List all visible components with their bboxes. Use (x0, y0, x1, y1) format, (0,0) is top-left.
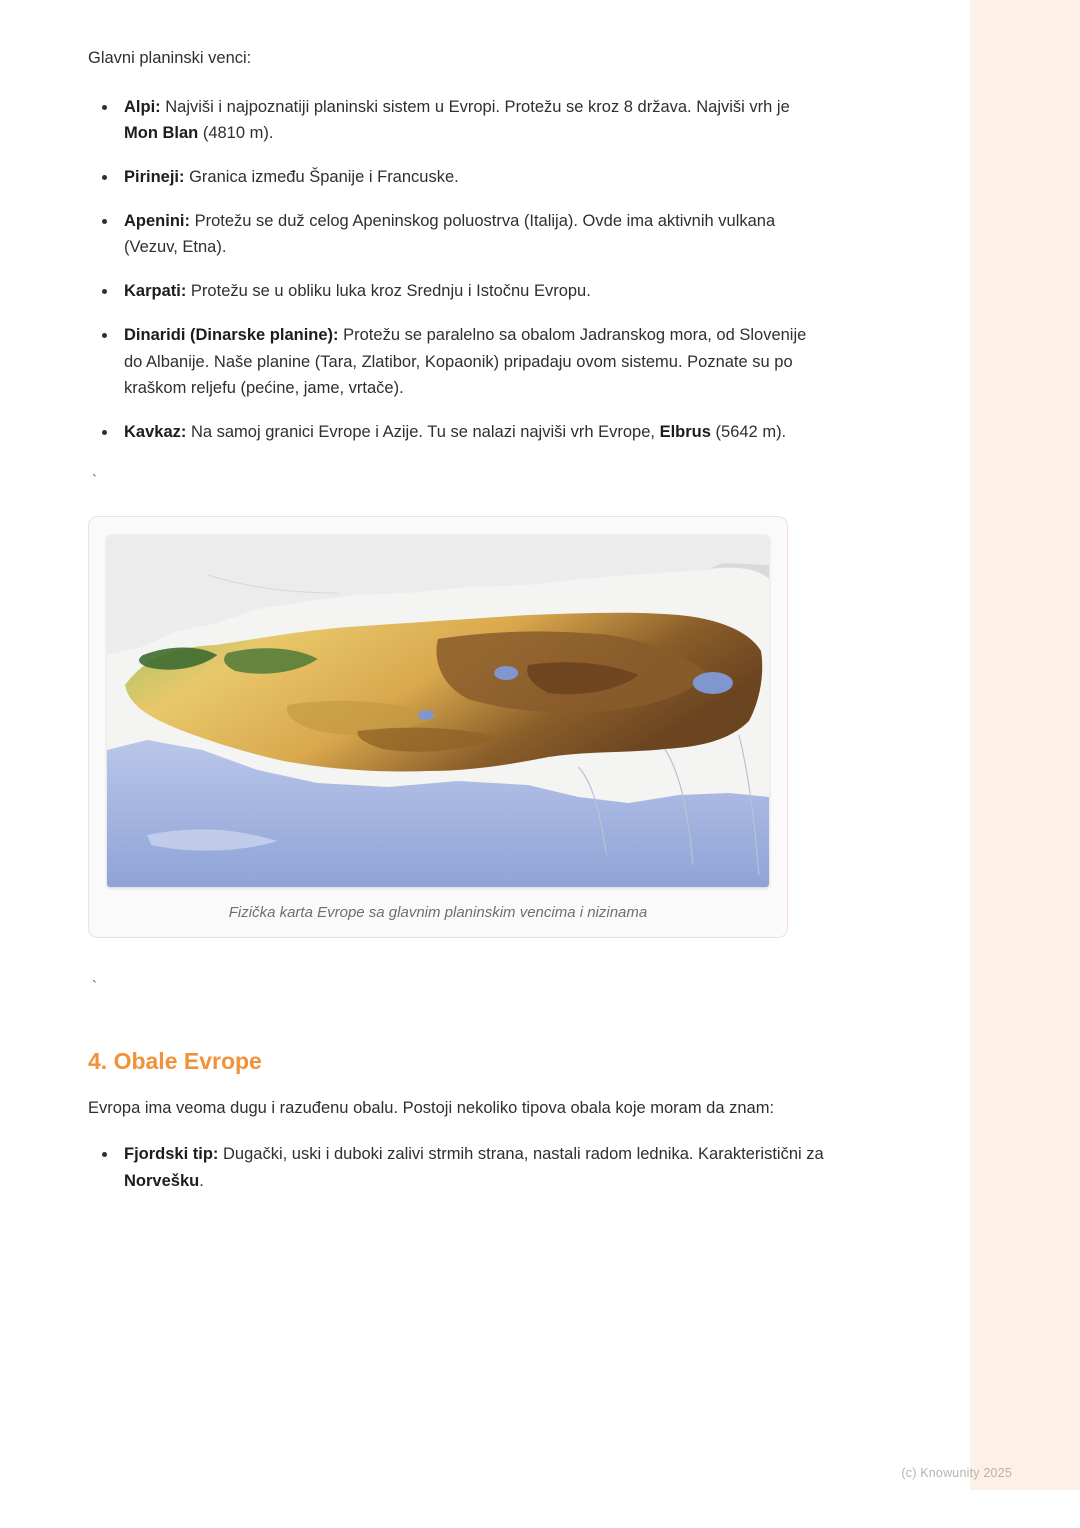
list-item-text-tail: . (199, 1172, 204, 1191)
list-item-term: Dinaridi (Dinarske planine): (124, 325, 339, 344)
figure-block (88, 516, 788, 938)
list-item-text-tail: (5642 m). (710, 423, 787, 442)
list-item-highlight: Mon Blan (124, 124, 199, 143)
list-item-text: Na samoj granici Evrope i Azije. Tu se nalazi najviši vrh Evrope, (186, 423, 660, 442)
backtick-marker-bottom: ` (92, 977, 97, 995)
map-image (107, 535, 769, 887)
list-item (88, 322, 828, 402)
copyright-watermark: (c) Knowunity 2025 (901, 1466, 1012, 1480)
section-paragraph: Evropa ima veoma dugu i razuđenu obalu. Postoji nekoliko tipova obala koje moram da znam: (88, 1098, 775, 1117)
list-item (88, 208, 828, 261)
list-item-term: Pirineji: (124, 168, 185, 186)
list-item-text: Granica između Španije i Francuske. (184, 168, 459, 186)
backtick-marker-top: ` (92, 471, 97, 489)
list-item-text-tail: (4810 m). (198, 124, 274, 143)
section-heading: 4. Obale Evrope (88, 1047, 262, 1074)
coast-types-list (88, 1141, 828, 1194)
list-item-term: Karpati: (124, 282, 187, 301)
list-item-term: Fjordski tip: (124, 1145, 219, 1164)
document-content (88, 46, 828, 1212)
list-item-term: Kavkaz: (124, 423, 187, 442)
list-item-text: Najviši i najpoznatiji planinski sistem u Evropi. Protežu se kroz 8 država. Najviši vrh je (160, 97, 790, 116)
list-item-text: Protežu se paralelno sa obalom Jadranskog mora, od Slovenije do Albanije. Naše planine (Tara, Zlatibor, Kopaonik) pripadaju ovom sistemu. Poznate su po kraškom reljefu (pećine, jame, vrtače). (124, 325, 807, 398)
list-item-text: Protežu se duž celog Apeninskog poluostrva (Italija). Ovde ima aktivnih vulkana (Vezuv, Etna). (124, 211, 776, 257)
figure-caption: Fizička karta Evrope sa glavnim planinskim vencima i nizinama (228, 903, 648, 921)
list-item-highlight: Norvešku (124, 1172, 200, 1191)
intro-paragraph: Glavni planinski venci: (88, 49, 252, 67)
page-side-strip-edge (966, 0, 970, 1490)
list-item (88, 1141, 828, 1194)
mountain-ranges-list (88, 94, 828, 446)
list-item-term: Alpi: (124, 97, 161, 116)
list-item (88, 164, 828, 191)
list-item (88, 94, 828, 147)
list-item-text: Protežu se u obliku luka kroz Srednju i Istočnu Evropu. (186, 282, 591, 301)
list-item-text: Dugački, uski i duboki zalivi strmih strana, nastali radom lednika. Karakteristični za (218, 1145, 824, 1164)
list-item (88, 419, 828, 446)
page-side-strip (970, 0, 1080, 1490)
list-item-highlight: Elbrus (659, 423, 711, 442)
relief-map-graphic (107, 535, 769, 887)
list-item-term: Apenini: (124, 211, 190, 230)
list-item (88, 278, 828, 305)
